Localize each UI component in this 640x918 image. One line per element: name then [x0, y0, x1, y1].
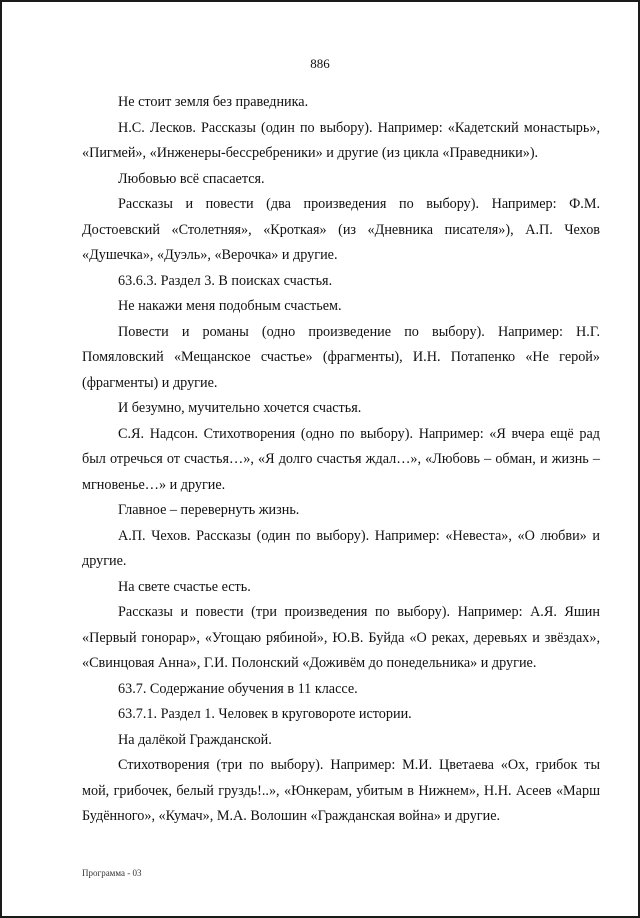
section-heading: 63.6.3. Раздел 3. В поисках счастья.: [118, 272, 333, 289]
section-heading: На свете счастье есть.: [118, 578, 251, 595]
section-heading: Не стоит земля без праведника.: [118, 94, 309, 110]
paragraph: Рассказы и повести (три произведения по выбору). Например: А.Я. Яшин «Первый гонорар», «Угощаю рябиной», Ю.В. Буйда «О реках, деревьях и звёздах», «Свинцовая Анна», Г.И. Полонский «Доживём до понедельника» и другие.: [82, 604, 600, 671]
section-heading: И безумно, мучительно хочется счастья.: [118, 400, 362, 416]
paragraph: А.П. Чехов. Рассказы (один по выбору). Например: «Невеста», «О любви» и другие.: [82, 527, 600, 569]
page-footer: Программа - 03: [82, 868, 142, 878]
paragraph: Повести и романы (одно произведение по выбору). Например: Н.Г. Помяловский «Мещанское счастье» (фрагменты), И.Н. Потапенко «Не герой» (фрагменты) и другие.: [82, 323, 600, 391]
paragraph: Стихотворения (три по выбору). Например: М.И. Цветаева «Ох, грибок ты мой, грибочек, белый груздь!..», «Юнкерам, убитым в Нижнем», Н.Н. Асеев «Марш Будённого», «Кумач», М.А. Волошин «Гражданская война» и другие.: [82, 757, 600, 824]
section-heading: 63.7. Содержание обучения в 11 классе.: [118, 680, 358, 697]
paragraph: С.Я. Надсон. Стихотворения (одно по выбору). Например: «Я вчера ещё рад был отречься от счастья…», «Я долго счастья ждал…», «Любовь – обман, и жизнь – мгновенье…» и другие.: [82, 425, 600, 493]
document-body: [82, 90, 600, 830]
section-heading: Главное – перевернуть жизнь.: [118, 502, 300, 518]
section-heading: Любовью всё спасается.: [118, 170, 265, 187]
page-number: 886: [310, 56, 330, 71]
section-heading: 63.7.1. Раздел 1. Человек в круговороте истории.: [118, 706, 412, 722]
paragraph: Н.С. Лесков. Рассказы (один по выбору). Например: «Кадетский монастырь», «Пигмей», «Инженеры-бессребреники» и другие (из цикла «Праведники»).: [82, 119, 600, 161]
section-heading: На далёкой Гражданской.: [118, 731, 272, 748]
section-heading: Не накажи меня подобным счастьем.: [118, 298, 342, 314]
paragraph: Рассказы и повести (два произведения по выбору). Например: Ф.М. Достоевский «Столетняя», «Кроткая» (из «Дневника писателя»), А.П. Чехов «Душечка», «Дуэль», «Верочка» и другие.: [82, 196, 600, 263]
